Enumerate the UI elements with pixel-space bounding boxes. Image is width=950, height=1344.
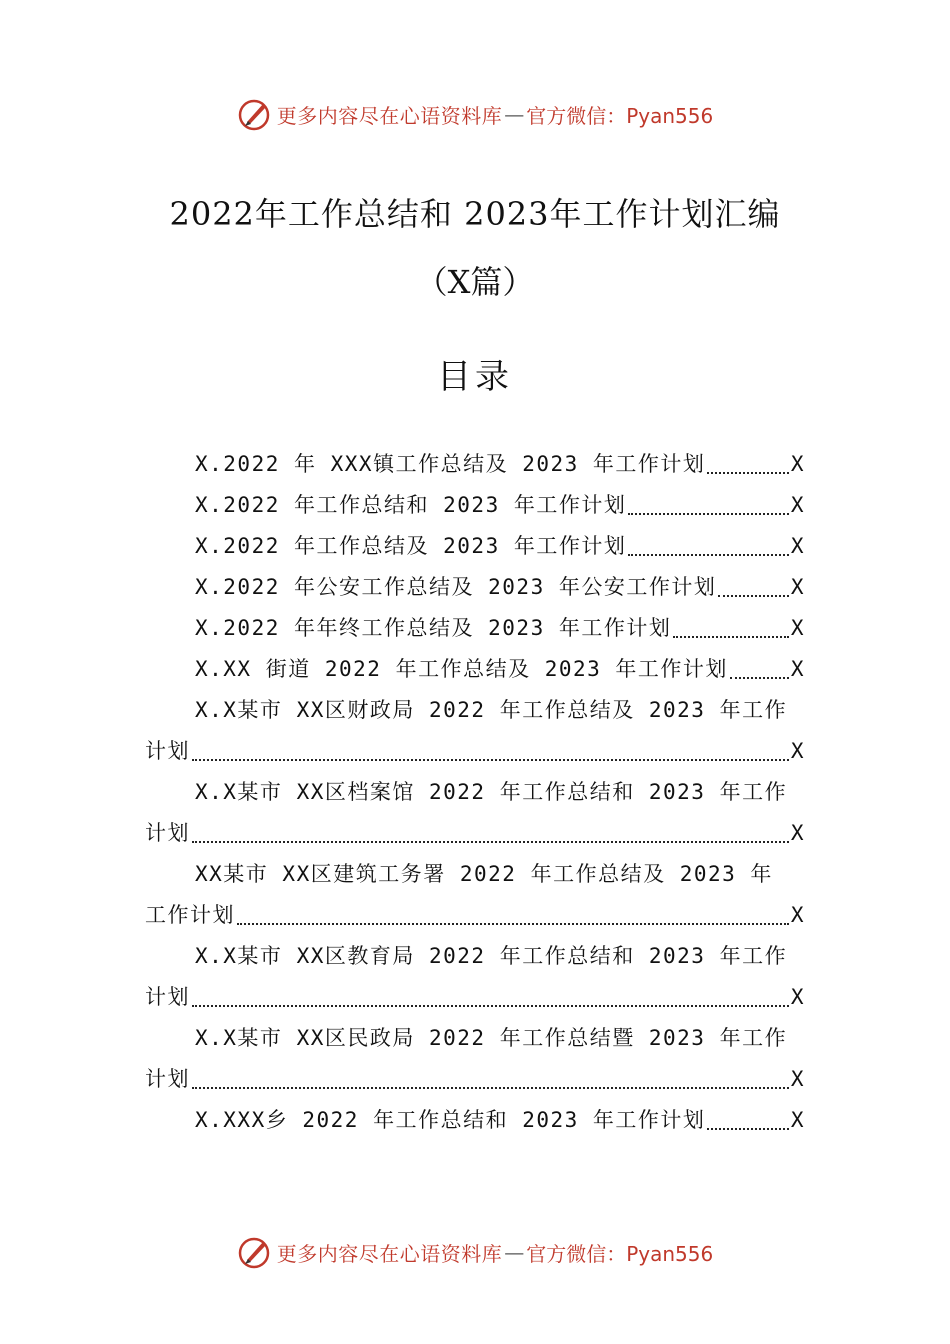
toc-entry[interactable] <box>145 1100 805 1141</box>
toc-leader-dots <box>192 841 789 843</box>
toc-page-number: X <box>790 657 805 681</box>
table-of-contents <box>145 444 805 1141</box>
toc-leader-dots <box>192 759 789 761</box>
toc-entry-title: X.2022 年工作总结和 2023 年工作计划 <box>195 493 627 517</box>
toc-page-number: X <box>790 903 805 927</box>
toc-entry-title: X.2022 年公安工作总结及 2023 年公安工作计划 <box>195 575 717 599</box>
toc-entry-title-cont: 计划 <box>145 821 190 845</box>
banner-wechat: 官方微信：Pyan556 <box>526 1241 714 1266</box>
toc-entry-title-cont: 计划 <box>145 1067 190 1091</box>
banner-separator: — <box>504 1240 525 1264</box>
footer-banner <box>0 1232 950 1272</box>
toc-entry-title-cont: 计划 <box>145 739 190 763</box>
toc-leader-dots <box>237 923 789 925</box>
toc-entry-title: X.X某市 XX区教育局 2022 年工作总结和 2023 年工作 <box>195 944 788 968</box>
quill-logo-icon <box>237 96 273 132</box>
toc-page-number: X <box>790 534 805 558</box>
toc-entry-title: X.X某市 XX区财政局 2022 年工作总结及 2023 年工作 <box>195 698 788 722</box>
toc-page-number: X <box>790 1108 805 1132</box>
toc-entry[interactable] <box>145 526 805 567</box>
toc-page-number: X <box>790 575 805 599</box>
toc-entry-title: X.XXX乡 2022 年工作总结和 2023 年工作计划 <box>195 1108 706 1132</box>
toc-entry[interactable] <box>145 690 805 772</box>
toc-entry[interactable] <box>145 1018 805 1100</box>
toc-entry[interactable] <box>145 567 805 608</box>
toc-entry-title-cont: 计划 <box>145 985 190 1009</box>
document-title: 2022年工作总结和 2023年工作计划汇编 <box>169 195 781 233</box>
toc-entry[interactable] <box>145 854 805 936</box>
toc-leader-dots <box>192 1087 789 1089</box>
toc-leader-dots <box>628 513 788 515</box>
toc-page-number: X <box>790 616 805 640</box>
toc-entry-title: X.2022 年 XXX镇工作总结及 2023 年工作计划 <box>195 452 706 476</box>
toc-entry[interactable] <box>145 444 805 485</box>
banner-text: 更多内容尽在心语资料库 <box>276 1241 503 1266</box>
toc-page-number: X <box>790 493 805 517</box>
quill-logo-icon <box>237 1234 273 1270</box>
toc-entry-title-cont: 工作计划 <box>145 903 235 927</box>
toc-page-number: X <box>790 739 805 763</box>
toc-leader-dots <box>192 1005 789 1007</box>
banner-wechat: 官方微信：Pyan556 <box>526 103 714 128</box>
toc-entry[interactable] <box>145 772 805 854</box>
toc-heading: 目录 <box>437 357 513 397</box>
toc-entry[interactable] <box>145 608 805 649</box>
toc-entry-title: XX某市 XX区建筑工务署 2022 年工作总结及 2023 年 <box>195 862 773 886</box>
toc-entry-title: X.2022 年年终工作总结及 2023 年工作计划 <box>195 616 672 640</box>
toc-page-number: X <box>790 1067 805 1091</box>
toc-entry[interactable] <box>145 485 805 526</box>
document-subtitle: （X篇） <box>415 263 535 301</box>
toc-entry-title: X.X某市 XX区档案馆 2022 年工作总结和 2023 年工作 <box>195 780 788 804</box>
banner-separator: — <box>504 102 525 126</box>
toc-leader-dots <box>673 636 788 638</box>
toc-entry[interactable] <box>145 649 805 690</box>
toc-leader-dots <box>718 595 788 597</box>
toc-entry-title: X.XX 街道 2022 年工作总结及 2023 年工作计划 <box>195 657 728 681</box>
toc-entry-title: X.X某市 XX区民政局 2022 年工作总结暨 2023 年工作 <box>195 1026 788 1050</box>
toc-entry-title: X.2022 年工作总结及 2023 年工作计划 <box>195 534 627 558</box>
banner-text: 更多内容尽在心语资料库 <box>276 103 503 128</box>
toc-leader-dots <box>707 472 788 474</box>
toc-leader-dots <box>730 677 789 679</box>
toc-leader-dots <box>628 554 788 556</box>
toc-page-number: X <box>790 452 805 476</box>
toc-leader-dots <box>707 1128 788 1130</box>
header-banner <box>0 94 950 134</box>
toc-page-number: X <box>790 985 805 1009</box>
toc-page-number: X <box>790 821 805 845</box>
toc-entry[interactable] <box>145 936 805 1018</box>
